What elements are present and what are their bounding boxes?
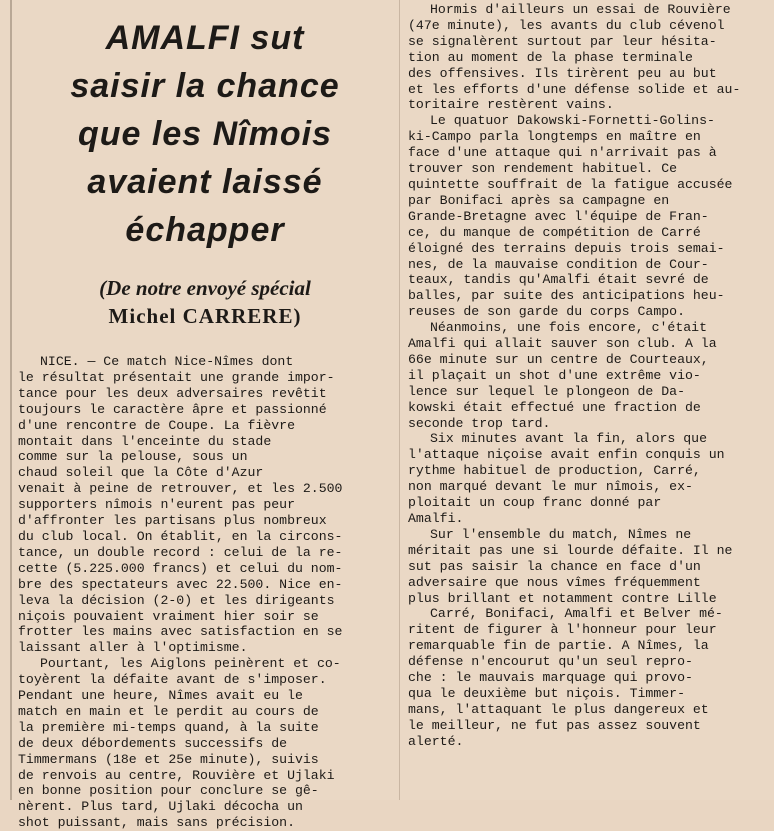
text-line: comme sur la pelouse, sous un bbox=[18, 449, 248, 465]
text-line: quintette souffrait de la fatigue accusée bbox=[408, 176, 733, 192]
text-line: seconde trop tard. bbox=[408, 415, 551, 431]
article-paragraph bbox=[408, 2, 764, 113]
text-line: sut pas saisir la chance en face d'un bbox=[408, 558, 701, 574]
text-line: supporters nîmois n'eurent pas peur bbox=[18, 497, 295, 513]
text-line: éloigné des terrains depuis trois semai- bbox=[408, 240, 725, 256]
text-line: remarquable fin de partie. A Nîmes, la bbox=[408, 638, 709, 654]
text-line: (47e minute), les avants du club cévenol bbox=[408, 17, 725, 33]
text-line: trouver son rendement habituel. Ce bbox=[408, 161, 678, 177]
text-line: teaux, tandis qu'Amalfi était sevré de bbox=[408, 272, 709, 288]
text-line: le meilleur, ne fut pas assez souvent bbox=[408, 717, 701, 733]
text-line: bre des spectateurs avec 22.500. Nice en- bbox=[18, 576, 343, 592]
byline bbox=[18, 274, 392, 330]
headline-line: AMALFI sut bbox=[105, 19, 305, 57]
text-line: ritent de figurer à l'honneur pour leur bbox=[408, 622, 717, 638]
left-column-body bbox=[18, 354, 392, 831]
article-paragraph bbox=[18, 656, 392, 831]
text-line: il plaçait un shot d'une extrême vio- bbox=[408, 367, 701, 383]
text-line: d'une rencontre de Coupe. La fièvre bbox=[18, 417, 295, 433]
text-line: par Bonifaci après sa campagne en bbox=[408, 192, 670, 208]
text-line: frotter les mains avec satisfaction en se bbox=[18, 624, 343, 640]
text-line: Pourtant, les Aiglons peinèrent et co- bbox=[40, 656, 341, 672]
right-column bbox=[408, 0, 764, 800]
byline-line-1: (De notre envoyé spécial bbox=[99, 276, 311, 300]
text-line: niçois pouvaient vraiment hier soir se bbox=[18, 608, 319, 624]
text-line: montait dans l'enceinte du stade bbox=[18, 433, 272, 449]
text-line: kowski était effectué une fraction de bbox=[408, 399, 701, 415]
text-line: Carré, Bonifaci, Amalfi et Belver mé- bbox=[430, 606, 723, 622]
text-line: Timmermans (18e et 25e minute), suivis bbox=[18, 751, 319, 767]
text-line: Six minutes avant la fin, alors que bbox=[430, 431, 707, 447]
text-line: match en main et le perdit au cours de bbox=[18, 703, 319, 719]
text-line: face d'une attaque qui n'arrivait pas à bbox=[408, 145, 717, 161]
text-line: la première mi-temps quand, à la suite bbox=[18, 719, 319, 735]
text-line: qua le deuxième but niçois. Timmer- bbox=[408, 685, 685, 701]
text-line: ploitait un coup franc donné par bbox=[408, 495, 662, 511]
text-line: Amalfi qui allait sauver son club. A la bbox=[408, 336, 717, 352]
text-line: 66e minute sur un centre de Courteaux, bbox=[408, 351, 709, 367]
column-divider bbox=[399, 0, 400, 800]
text-line: plus brillant et notamment contre Lille bbox=[408, 590, 717, 606]
text-line: leva la décision (2-0) et les dirigeants bbox=[18, 592, 335, 608]
text-line: balles, par suite des anticipations heu- bbox=[408, 288, 725, 304]
text-line: toritaire restèrent vains. bbox=[408, 97, 614, 113]
text-line: Grande-Bretagne avec l'équipe de Fran- bbox=[408, 208, 709, 224]
text-line: mans, l'attaquant le plus dangereux et bbox=[408, 701, 709, 717]
text-line: che : le mauvais marquage qui provo- bbox=[408, 670, 693, 686]
article-paragraph bbox=[18, 354, 392, 656]
text-line: Amalfi. bbox=[408, 511, 464, 526]
text-line: tance, un double record : celui de la re- bbox=[18, 544, 343, 560]
text-line: alerté. bbox=[408, 733, 464, 749]
article-paragraph bbox=[408, 113, 764, 320]
text-line: Sur l'ensemble du match, Nîmes ne bbox=[430, 526, 692, 542]
text-line: ki-Campo parla longtemps en maître en bbox=[408, 129, 701, 145]
text-line: Pendant une heure, Nîmes avait eu le bbox=[18, 688, 303, 704]
text-line: ce, du manque de compétition de Carré bbox=[408, 224, 701, 240]
text-line: shot puissant, mais sans précision. bbox=[18, 815, 295, 831]
text-line: tion au moment de la phase terminale bbox=[408, 49, 693, 65]
text-line: non marqué devant le mur nîmois, ex- bbox=[408, 479, 693, 495]
text-line: Néanmoins, une fois encore, c'était bbox=[430, 320, 707, 336]
text-line: laissant aller à l'optimisme. bbox=[18, 640, 248, 656]
text-line: cette (5.225.000 francs) et celui du nom- bbox=[18, 560, 343, 576]
text-line: en bonne position pour conclure se gê- bbox=[18, 783, 319, 799]
text-line: chaud soleil que la Côte d'Azur bbox=[18, 465, 264, 481]
article-paragraph bbox=[408, 606, 764, 749]
text-line: lence sur lequel le plongeon de Da- bbox=[408, 383, 685, 399]
left-border-rule bbox=[10, 0, 12, 800]
text-line: Hormis d'ailleurs un essai de Rouvière bbox=[430, 2, 731, 17]
text-line: de renvois au centre, Rouvière et Ujlaki bbox=[18, 767, 335, 783]
article-paragraph bbox=[408, 527, 764, 607]
headline-line: que les Nîmois bbox=[78, 115, 332, 153]
text-line: des offensives. Ils tirèrent peu au but bbox=[408, 65, 717, 81]
text-line: toyèrent la défaite avant de s'imposer. bbox=[18, 672, 327, 688]
text-line: le résultat présentait une grande impor- bbox=[18, 369, 335, 385]
text-line: adversaire que nous vîmes fréquemment bbox=[408, 574, 701, 590]
text-line: de deux débordements successifs de bbox=[18, 735, 288, 751]
headline-line: saisir la chance bbox=[70, 67, 340, 105]
text-line: Le quatuor Dakowski-Fornetti-Golins- bbox=[430, 113, 715, 129]
headline-line: avaient laissé bbox=[87, 163, 323, 201]
text-line: nes, de la mauvaise condition de Cour- bbox=[408, 256, 709, 272]
text-line: l'attaque niçoise avait enfin conquis un bbox=[408, 447, 725, 463]
byline-author: Michel CARRERE) bbox=[108, 304, 302, 328]
text-line: toujours le caractère âpre et passionné bbox=[18, 401, 327, 417]
headline bbox=[18, 14, 392, 254]
text-line: NICE. — Ce match Nice-Nîmes dont bbox=[40, 354, 294, 369]
left-column bbox=[18, 0, 392, 831]
text-line: du club local. On établit, en la circons- bbox=[18, 528, 343, 544]
text-line: rythme habituel de production, Carré, bbox=[408, 463, 701, 479]
headline-line: échapper bbox=[125, 211, 285, 249]
text-line: tance pour les deux adversaires revêtit bbox=[18, 385, 327, 401]
right-column-body bbox=[408, 2, 764, 750]
text-line: défense n'encourut qu'un seul repro- bbox=[408, 654, 693, 670]
text-line: se signalèrent surtout par leur hésita- bbox=[408, 33, 717, 49]
text-line: d'affronter les partisans plus nombreux bbox=[18, 513, 327, 529]
text-line: méritait pas une si lourde défaite. Il ne bbox=[408, 542, 733, 558]
article-paragraph bbox=[408, 431, 764, 526]
text-line: venait à peine de retrouver, et les 2.500 bbox=[18, 481, 343, 497]
article-paragraph bbox=[408, 320, 764, 431]
text-line: nèrent. Plus tard, Ujlaki décocha un bbox=[18, 799, 303, 815]
text-line: et les efforts d'une défense solide et au- bbox=[408, 81, 741, 97]
text-line: reuses de son garde du corps Campo. bbox=[408, 304, 685, 320]
